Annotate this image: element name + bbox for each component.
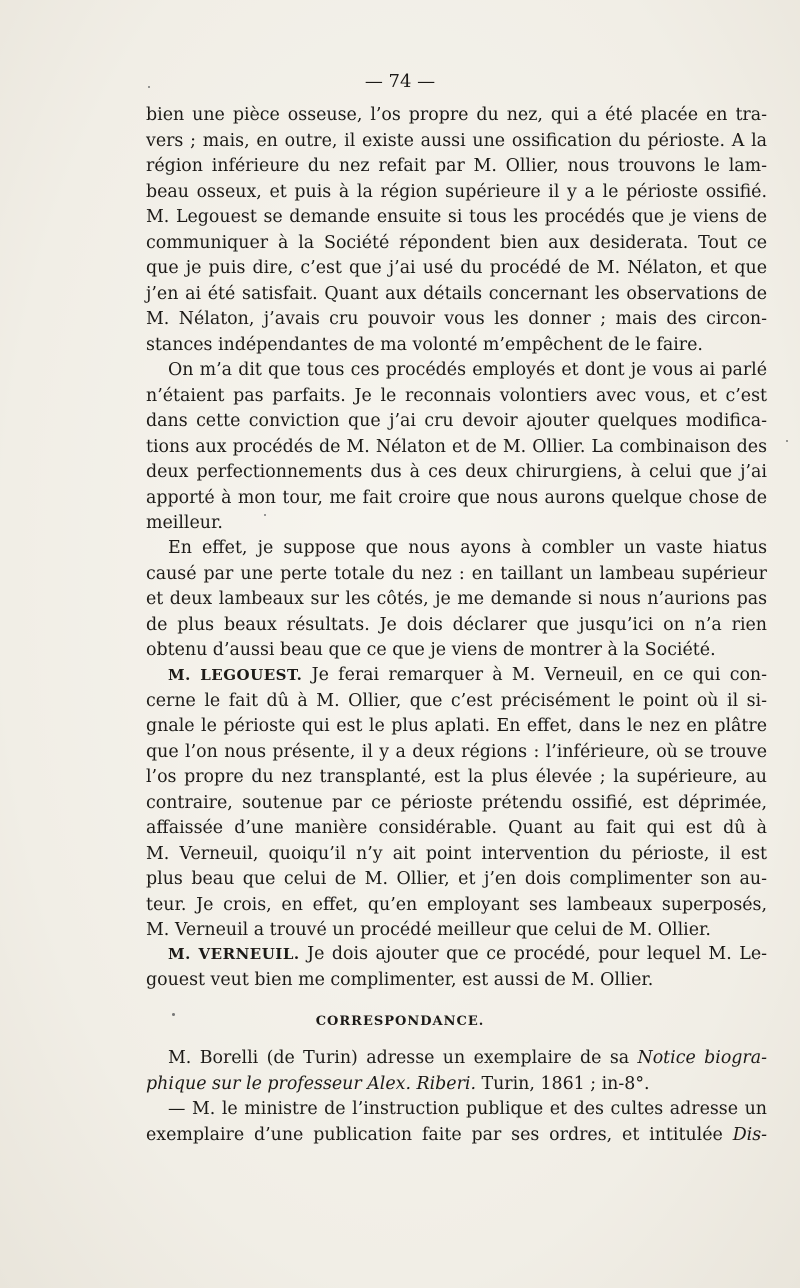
text-line: gouest veut bien me complimenter, est aussi de M. Ollier. (146, 969, 654, 990)
text-line: En effet, je suppose que nous ayons à combler un vaste hiatus (168, 538, 767, 558)
italic-title: Dis- (732, 1124, 767, 1145)
paragraph-3 (146, 536, 767, 664)
paragraph-verneuil (146, 942, 767, 993)
text-line: région inférieure du nez refait par M. Ollier, nous trouvons le lam- (146, 156, 767, 176)
text-line: contraire, soutenue par ce périoste prétendu ossifié, est déprimée, (146, 792, 767, 813)
text-line: tions aux procédés de M. Nélaton et de M. Ollier. La combinaison des (146, 436, 767, 457)
text-segment: Turin, 1861 ; in-8°. (475, 1073, 650, 1094)
text-line: teur. Je crois, en effet, qu’en employant ses lambeaux superposés, (146, 894, 767, 915)
text-line: bien une pièce osseuse, l’os propre du nez, qui a été placée en tra- (146, 105, 767, 125)
text-segment: M. Borelli (de Turin) adresse un exemplaire de sa (168, 1048, 638, 1068)
paragraph-legouest (146, 663, 767, 944)
text-line: meilleur. (146, 513, 223, 533)
text-line (146, 1046, 767, 1072)
paragraph-2 (146, 358, 767, 537)
text-line: dans cette conviction que j’ai cru devoir ajouter quelques modifica- (146, 411, 767, 431)
text-line: deux perfectionnements dus à ces deux chirurgiens, à celui que j’ai (146, 462, 767, 482)
paragraph-1 (146, 103, 767, 358)
page-number: — 74 — (364, 71, 436, 92)
text-line: — M. le ministre de l’instruction publique et des cultes adresse un (168, 1099, 767, 1119)
text-line (146, 1123, 767, 1149)
text-line: stances indépendantes de ma volonté m’empêchent de le faire. (146, 334, 703, 355)
scan-speck (172, 1013, 175, 1016)
text-line: beau osseux, et puis à la région supérieure il y a le périoste ossifié. (146, 181, 767, 202)
text-line: de plus beaux résultats. Je dois déclarer que jusqu’ici on n’a rien (146, 614, 767, 635)
text-line (146, 663, 767, 689)
text-line: M. Verneuil a trouvé un procédé meilleur que celui de M. Ollier. (146, 920, 711, 940)
text-line: n’étaient pas parfaits. Je le reconnais volontiers avec vous, et c’est (146, 385, 767, 406)
text-line: cerne le fait dû à M. Ollier, que c’est précisément le point où il si- (146, 690, 767, 711)
text-line: que je puis dire, c’est que j’ai usé du procédé de M. Nélaton, et que (146, 258, 767, 278)
text-line: et deux lambeaux sur les côtés, je me demande si nous n’aurions pas (146, 589, 767, 609)
text-line: j’en ai été satisfait. Quant aux détails concernant les observations de (146, 283, 767, 304)
paragraph-ministre (146, 1097, 767, 1148)
text-line: obtenu d’aussi beau que ce que je viens de montrer à la Société. (146, 640, 716, 660)
text-line: M. Verneuil, quoiqu’il n’y ait point intervention du périoste, il est (146, 843, 767, 864)
text-line: communiquer à la Société répondent bien aux desiderata. Tout ce (146, 232, 767, 253)
text-line: plus beau que celui de M. Ollier, et j’en dois complimenter son au- (146, 869, 767, 889)
speaker-name: M. LEGOUEST. (168, 666, 303, 684)
text-line: M. Legouest se demande ensuite si tous les procédés que je viens de (146, 207, 767, 227)
text-line: vers ; mais, en outre, il existe aussi une ossification du périoste. A la (146, 130, 767, 151)
text-line: On m’a dit que tous ces procédés employés et dont je vous ai parlé (168, 360, 767, 380)
scan-speck (264, 514, 266, 516)
text-line: que l’on nous présente, il y a deux régions : l’inférieure, où se trouve (146, 741, 767, 762)
text-segment: Je ferai remarquer à M. Verneuil, en ce qui con- (311, 665, 767, 685)
scan-speck (148, 86, 150, 88)
section-heading: CORRESPONDANCE. (315, 1014, 485, 1029)
paragraph-borelli (146, 1046, 767, 1097)
text-line (146, 1072, 767, 1098)
italic-title: Notice biogra- (637, 1048, 767, 1068)
text-segment: exemplaire d’une publication faite par ses ordres, et intitulée (146, 1124, 733, 1145)
text-line: causé par une perte totale du nez : en taillant un lambeau supérieur (146, 563, 767, 584)
text-line: apporté à mon tour, me fait croire que nous aurons quelque chose de (146, 487, 767, 508)
text-line: M. Nélaton, j’avais cru pouvoir vous les donner ; mais des circon- (146, 309, 767, 329)
italic-title: phique sur le professeur Alex. Riberi. (146, 1073, 476, 1094)
text-line: affaissée d’une manière considérable. Quant au fait qui est dû à (146, 818, 767, 838)
text-line: gnale le périoste qui est le plus aplati. En effet, dans le nez en plâtre (146, 716, 767, 736)
text-segment: Je dois ajouter que ce procédé, pour lequel M. Le- (307, 944, 767, 964)
text-line: l’os propre du nez transplanté, est la plus élevée ; la supérieure, au (146, 767, 767, 787)
speaker-name: M. VERNEUIL. (168, 945, 300, 963)
text-line (146, 942, 767, 968)
scan-speck (786, 440, 788, 442)
